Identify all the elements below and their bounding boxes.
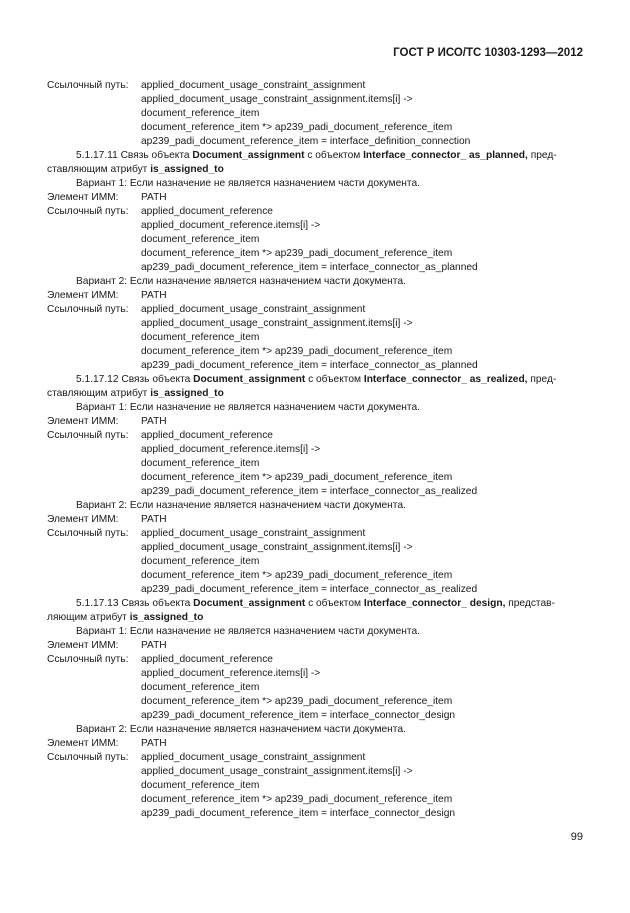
entity-name: Document_assignment xyxy=(193,374,306,385)
standard-header: ГОСТ Р ИСО/ТС 10303-1293—2012 xyxy=(393,47,583,59)
ref-path-line: document_reference_item xyxy=(141,458,260,469)
entity-name: Document_assignment xyxy=(192,150,305,161)
ref-path-line: applied_document_reference xyxy=(141,430,273,441)
ref-path-line: applied_document_usage_constraint_assignment xyxy=(141,528,366,539)
ref-path-line: document_reference_item *> ap239_padi_document_reference_item xyxy=(141,472,453,483)
aim-element-row xyxy=(47,737,587,751)
ref-path-line: applied_document_reference.items[i] -> xyxy=(141,220,321,231)
ref-path-row xyxy=(47,653,587,667)
section-heading-cont: ставляющим атрибут is_assigned_to xyxy=(47,388,224,399)
ref-path-line: ap239_padi_document_reference_item = interface_connector_as_realized xyxy=(141,486,478,497)
target-entity-name: Interface_connector_ design, xyxy=(363,598,506,609)
variant-2-text: Вариант 2: Если назначение является назначением части документа. xyxy=(76,276,406,287)
ref-path-label: Ссылочный путь: xyxy=(47,80,129,91)
page-number: 99 xyxy=(570,831,583,843)
aim-element-row xyxy=(47,513,587,527)
aim-element-label: Элемент ИММ: xyxy=(47,640,119,651)
ref-path-row xyxy=(47,429,587,443)
ref-path-line: applied_document_usage_constraint_assignment.items[i] -> xyxy=(141,766,413,777)
section-heading: 5.1.17.13 Связь объекта Document_assignment с объектом Interface_connector_ design, представ- xyxy=(76,598,555,609)
ref-path-line: ap239_padi_document_reference_item = interface_definition_connection xyxy=(141,136,471,147)
aim-element-row xyxy=(47,415,587,429)
target-entity-name: Interface_connector_ as_planned, xyxy=(363,150,528,161)
ref-path-row xyxy=(47,205,587,219)
ref-path-line: ap239_padi_document_reference_item = interface_connector_design xyxy=(141,710,456,721)
aim-element-row xyxy=(47,191,587,205)
ref-path-line: applied_document_usage_constraint_assignment.items[i] -> xyxy=(141,94,413,105)
ref-path-row xyxy=(47,79,587,93)
variant-2-text: Вариант 2: Если назначение является назначением части документа. xyxy=(76,724,406,735)
ref-path-line: applied_document_reference.items[i] -> xyxy=(141,444,321,455)
ref-path-line: document_reference_item xyxy=(141,682,260,693)
variant-1-text: Вариант 1: Если назначение не является назначением части документа. xyxy=(76,626,420,637)
aim-element-label: Элемент ИММ: xyxy=(47,738,119,749)
ref-path-line: applied_document_usage_constraint_assignment.items[i] -> xyxy=(141,318,413,329)
variant-1-text: Вариант 1: Если назначение не является назначением части документа. xyxy=(76,178,420,189)
variant-2-text: Вариант 2: Если назначение является назначением части документа. xyxy=(76,500,406,511)
ref-path-row xyxy=(47,303,587,317)
section-heading: 5.1.17.11 Связь объекта Document_assignment с объектом Interface_connector_ as_planned, пред- xyxy=(76,150,557,161)
ref-path-line: document_reference_item *> ap239_padi_document_reference_item xyxy=(141,570,453,581)
ref-path-line: document_reference_item *> ap239_padi_document_reference_item xyxy=(141,248,453,259)
ref-path-line: applied_document_usage_constraint_assignment xyxy=(141,752,366,763)
aim-element-row xyxy=(47,639,587,653)
ref-path-line: applied_document_reference xyxy=(141,654,273,665)
ref-path-line: document_reference_item *> ap239_padi_document_reference_item xyxy=(141,794,453,805)
ref-path-label: Ссылочный путь: xyxy=(47,430,129,441)
ref-path-line: document_reference_item *> ap239_padi_document_reference_item xyxy=(141,122,453,133)
ref-path-line: document_reference_item xyxy=(141,780,260,791)
aim-element-value: PATH xyxy=(141,192,167,203)
aim-element-value: PATH xyxy=(141,290,167,301)
aim-element-value: PATH xyxy=(141,514,167,525)
ref-path-row xyxy=(47,751,587,765)
ref-path-label: Ссылочный путь: xyxy=(47,206,129,217)
attribute-name: is_assigned_to xyxy=(150,388,224,399)
entity-name: Document_assignment xyxy=(193,598,306,609)
aim-element-value: PATH xyxy=(141,738,167,749)
target-entity-name: Interface_connector_ as_realized, xyxy=(363,374,528,385)
ref-path-line: ap239_padi_document_reference_item = interface_connector_design xyxy=(141,808,456,819)
document-body xyxy=(47,79,587,821)
aim-element-label: Элемент ИММ: xyxy=(47,514,119,525)
ref-path-line: ap239_padi_document_reference_item = interface_connector_as_planned xyxy=(141,360,478,371)
ref-path-line: applied_document_usage_constraint_assignment xyxy=(141,80,366,91)
ref-path-line: applied_document_usage_constraint_assignment xyxy=(141,304,366,315)
attribute-name: is_assigned_to xyxy=(129,612,204,623)
ref-path-row xyxy=(47,527,587,541)
aim-element-value: PATH xyxy=(141,640,167,651)
ref-path-line: document_reference_item xyxy=(141,108,260,119)
ref-path-label: Ссылочный путь: xyxy=(47,752,129,763)
section-heading: 5.1.17.12 Связь объекта Document_assignment с объектом Interface_connector_ as_realized, пред- xyxy=(76,374,557,385)
aim-element-label: Элемент ИММ: xyxy=(47,290,119,301)
aim-element-value: PATH xyxy=(141,416,167,427)
attribute-name: is_assigned_to xyxy=(150,164,224,175)
ref-path-line: document_reference_item *> ap239_padi_document_reference_item xyxy=(141,696,453,707)
ref-path-line: applied_document_reference.items[i] -> xyxy=(141,668,321,679)
section-heading-cont: ставляющим атрибут is_assigned_to xyxy=(47,164,224,175)
ref-path-line: applied_document_usage_constraint_assignment.items[i] -> xyxy=(141,542,413,553)
ref-path-line: document_reference_item xyxy=(141,234,260,245)
ref-path-label: Ссылочный путь: xyxy=(47,528,129,539)
ref-path-line: document_reference_item xyxy=(141,332,260,343)
ref-path-line: document_reference_item xyxy=(141,556,260,567)
section-heading-cont: ляющим атрибут is_assigned_to xyxy=(47,612,204,623)
aim-element-row xyxy=(47,289,587,303)
ref-path-line: ap239_padi_document_reference_item = interface_connector_as_realized xyxy=(141,584,478,595)
variant-1-text: Вариант 1: Если назначение не является назначением части документа. xyxy=(76,402,420,413)
ref-path-label: Ссылочный путь: xyxy=(47,654,129,665)
aim-element-label: Элемент ИММ: xyxy=(47,416,119,427)
ref-path-line: document_reference_item *> ap239_padi_document_reference_item xyxy=(141,346,453,357)
aim-element-label: Элемент ИММ: xyxy=(47,192,119,203)
ref-path-label: Ссылочный путь: xyxy=(47,304,129,315)
ref-path-line: applied_document_reference xyxy=(141,206,273,217)
ref-path-line: ap239_padi_document_reference_item = interface_connector_as_planned xyxy=(141,262,478,273)
